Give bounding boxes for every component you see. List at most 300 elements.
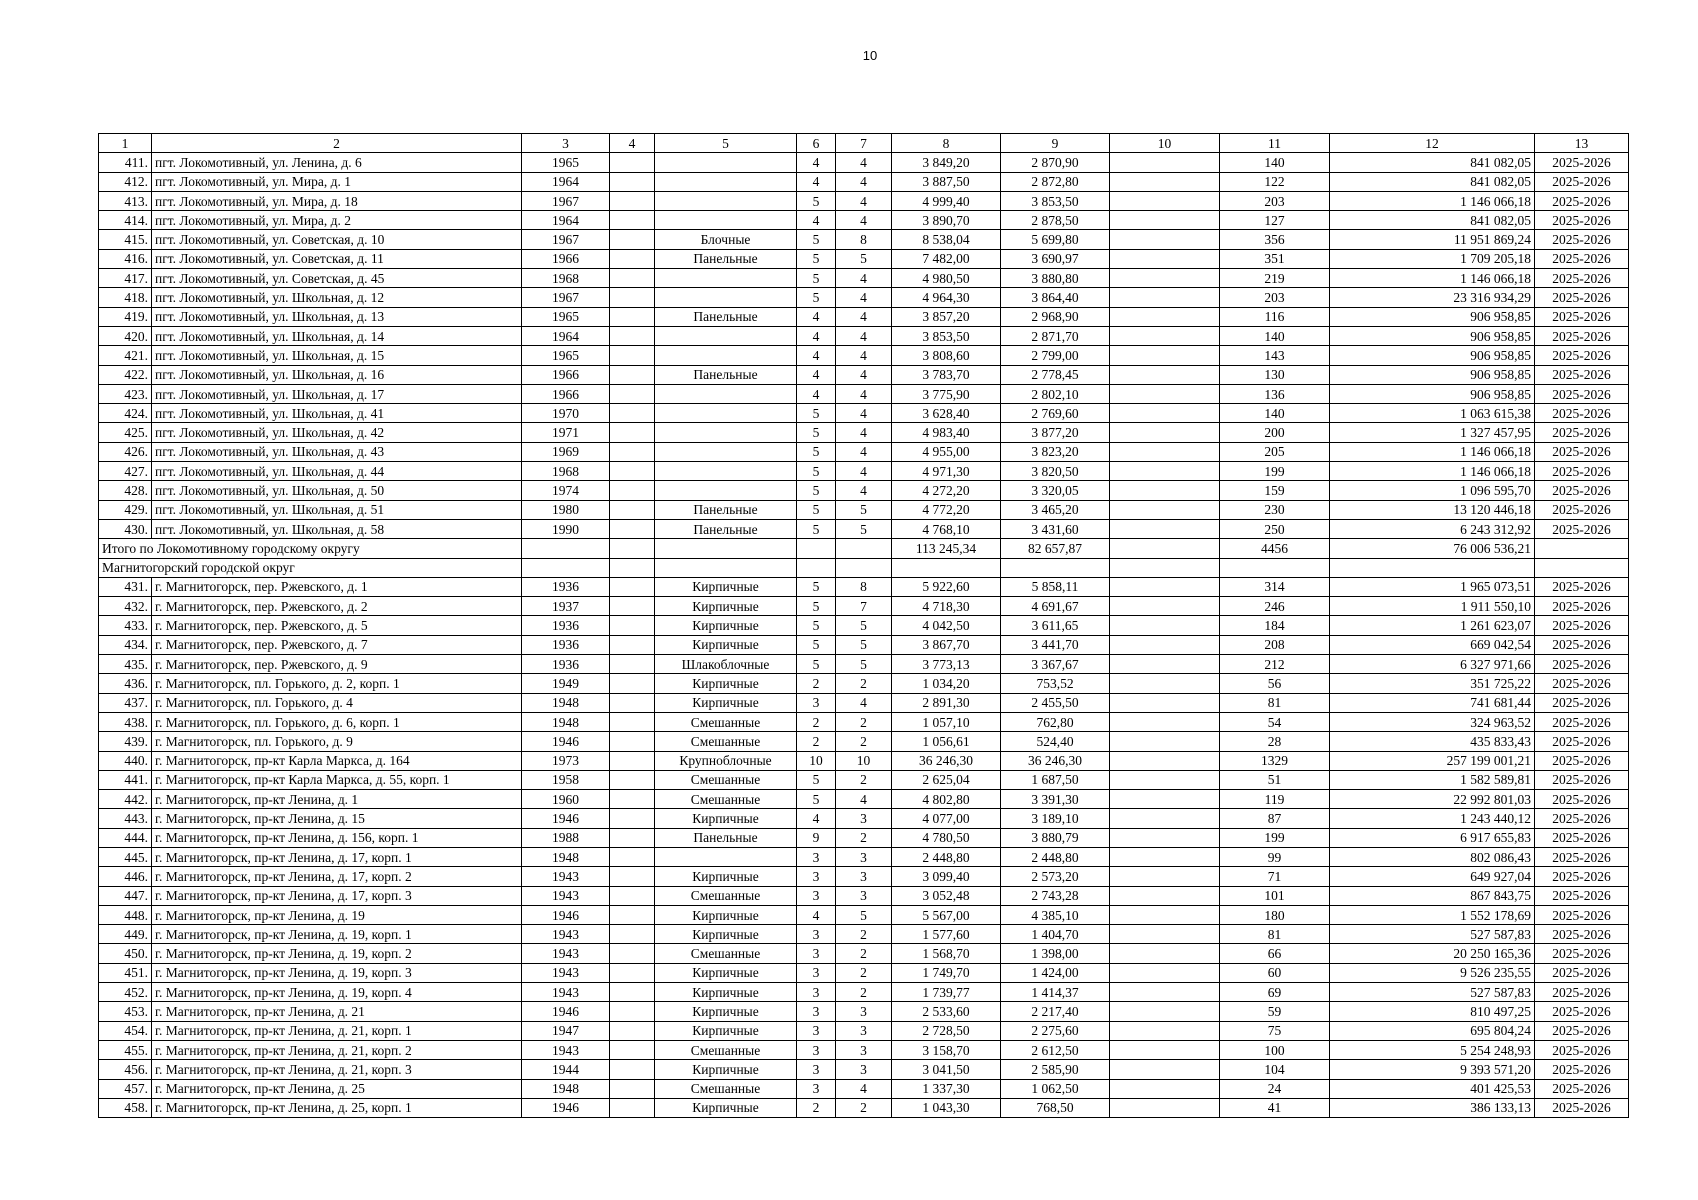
floors-cell: 5 [797,269,836,288]
address-cell: г. Магнитогорск, пер. Ржевского, д. 7 [152,635,522,654]
col10-cell [1110,249,1220,268]
residents-cell: 122 [1220,172,1330,191]
row-number: 456. [99,1060,152,1079]
col4-cell [610,326,655,345]
col4-cell [610,577,655,596]
cost-cell: 5 254 248,93 [1330,1040,1535,1059]
empty-cell [1535,558,1629,577]
year-cell: 1948 [522,712,610,731]
year-cell: 1943 [522,963,610,982]
cost-cell: 841 082,05 [1330,172,1535,191]
floors-cell: 4 [797,365,836,384]
address-cell: г. Магнитогорск, пр-кт Ленина, д. 21 [152,1002,522,1021]
residents-cell: 230 [1220,500,1330,519]
col4-cell [610,462,655,481]
col10-cell [1110,693,1220,712]
entrances-cell: 4 [836,153,892,172]
total-area-cell: 1 034,20 [892,674,1001,693]
wall-material-cell: Смешанные [655,944,797,963]
floors-cell: 3 [797,1021,836,1040]
col4-cell [610,867,655,886]
cost-cell: 649 927,04 [1330,867,1535,886]
col4-cell [610,983,655,1002]
period-cell: 2025-2026 [1535,288,1629,307]
row-number: 417. [99,269,152,288]
period-cell: 2025-2026 [1535,404,1629,423]
living-area-cell: 5 858,11 [1001,577,1110,596]
address-cell: г. Магнитогорск, пр-кт Ленина, д. 15 [152,809,522,828]
residents-cell: 71 [1220,867,1330,886]
table-row [99,847,1629,866]
cost-cell: 1 327 457,95 [1330,423,1535,442]
col10-cell [1110,288,1220,307]
address-cell: пгт. Локомотивный, ул. Школьная, д. 42 [152,423,522,442]
row-number: 423. [99,384,152,403]
total-area-cell: 1 043,30 [892,1098,1001,1117]
living-area-cell: 1 414,37 [1001,983,1110,1002]
entrances-cell: 10 [836,751,892,770]
period-cell: 2025-2026 [1535,230,1629,249]
floors-cell: 5 [797,423,836,442]
total-area-cell: 3 041,50 [892,1060,1001,1079]
address-cell: пгт. Локомотивный, ул. Советская, д. 11 [152,249,522,268]
living-area-cell: 2 778,45 [1001,365,1110,384]
col4-cell [610,905,655,924]
col10-cell [1110,905,1220,924]
year-cell: 1970 [522,404,610,423]
col10-cell [1110,770,1220,789]
table-row [99,1021,1629,1040]
living-area-cell: 3 320,05 [1001,481,1110,500]
floors-cell: 5 [797,577,836,596]
residents-cell: 246 [1220,597,1330,616]
year-cell: 1943 [522,867,610,886]
cost-cell: 9 393 571,20 [1330,1060,1535,1079]
address-cell: г. Магнитогорск, пр-кт Ленина, д. 17, корп. 1 [152,847,522,866]
empty-cell [892,558,1001,577]
living-area-cell: 3 441,70 [1001,635,1110,654]
total-area-cell: 2 533,60 [892,1002,1001,1021]
col4-cell [610,809,655,828]
residents-cell: 250 [1220,519,1330,538]
wall-material-cell: Кирпичные [655,597,797,616]
address-cell: пгт. Локомотивный, ул. Школьная, д. 41 [152,404,522,423]
col10-cell [1110,616,1220,635]
cost-cell: 1 063 615,38 [1330,404,1535,423]
year-cell: 1965 [522,346,610,365]
total-area-cell: 1 057,10 [892,712,1001,731]
row-number: 418. [99,288,152,307]
col4-cell [610,346,655,365]
address-cell: пгт. Локомотивный, ул. Школьная, д. 43 [152,442,522,461]
period-cell: 2025-2026 [1535,655,1629,674]
living-area-cell: 2 799,00 [1001,346,1110,365]
floors-cell: 9 [797,828,836,847]
address-cell: г. Магнитогорск, пр-кт Ленина, д. 156, корп. 1 [152,828,522,847]
period-cell: 2025-2026 [1535,249,1629,268]
floors-cell: 5 [797,230,836,249]
col4-cell [610,230,655,249]
row-number: 452. [99,983,152,1002]
cost-cell: 695 804,24 [1330,1021,1535,1040]
entrances-cell: 5 [836,500,892,519]
entrances-cell: 4 [836,423,892,442]
total-area-cell: 2 448,80 [892,847,1001,866]
entrances-cell: 3 [836,1060,892,1079]
floors-cell: 3 [797,867,836,886]
living-area-cell: 2 448,80 [1001,847,1110,866]
row-number: 425. [99,423,152,442]
col10-cell [1110,655,1220,674]
row-number: 426. [99,442,152,461]
total-area-cell: 1 568,70 [892,944,1001,963]
residents-cell: 59 [1220,1002,1330,1021]
housing-register-table [98,133,1629,1118]
residents-cell: 81 [1220,925,1330,944]
total-area-cell: 1 739,77 [892,983,1001,1002]
row-number: 415. [99,230,152,249]
total-area-cell: 3 853,50 [892,326,1001,345]
year-cell: 1965 [522,307,610,326]
residents-cell: 143 [1220,346,1330,365]
floors-cell: 3 [797,1002,836,1021]
residents-cell: 51 [1220,770,1330,789]
col4-cell [610,519,655,538]
residents-cell: 99 [1220,847,1330,866]
address-cell: пгт. Локомотивный, ул. Школьная, д. 51 [152,500,522,519]
entrances-cell: 4 [836,211,892,230]
living-area-cell: 2 871,70 [1001,326,1110,345]
total-area-cell: 2 625,04 [892,770,1001,789]
col4-cell [610,655,655,674]
row-number: 453. [99,1002,152,1021]
cost-cell: 22 992 801,03 [1330,790,1535,809]
entrances-cell: 4 [836,384,892,403]
column-number-12: 12 [1330,134,1535,153]
floors-cell: 5 [797,770,836,789]
entrances-cell: 2 [836,712,892,731]
cost-cell: 23 316 934,29 [1330,288,1535,307]
period-cell: 2025-2026 [1535,500,1629,519]
address-cell: пгт. Локомотивный, ул. Школьная, д. 13 [152,307,522,326]
row-number: 427. [99,462,152,481]
table-row [99,770,1629,789]
residents-cell: 75 [1220,1021,1330,1040]
living-area-cell: 768,50 [1001,1098,1110,1117]
living-area-cell: 3 690,97 [1001,249,1110,268]
total-area-cell: 1 577,60 [892,925,1001,944]
entrances-cell: 3 [836,1040,892,1059]
empty-cell [655,539,797,558]
address-cell: г. Магнитогорск, пр-кт Ленина, д. 17, корп. 2 [152,867,522,886]
col4-cell [610,635,655,654]
row-number: 444. [99,828,152,847]
wall-material-cell: Кирпичные [655,635,797,654]
period-cell: 2025-2026 [1535,770,1629,789]
table-row [99,1079,1629,1098]
col4-cell [610,211,655,230]
living-area-cell: 2 870,90 [1001,153,1110,172]
col10-cell [1110,191,1220,210]
row-number: 449. [99,925,152,944]
address-cell: г. Магнитогорск, пл. Горького, д. 9 [152,732,522,751]
floors-cell: 5 [797,442,836,461]
empty-cell [1535,539,1629,558]
table-row [99,1040,1629,1059]
entrances-cell: 5 [836,616,892,635]
column-number-13: 13 [1535,134,1629,153]
total-area-cell: 4 964,30 [892,288,1001,307]
table-row [99,597,1629,616]
total-area-cell: 4 077,00 [892,809,1001,828]
year-cell: 1936 [522,635,610,654]
wall-material-cell: Кирпичные [655,1098,797,1117]
col10-cell [1110,577,1220,596]
residents-cell: 199 [1220,462,1330,481]
address-cell: пгт. Локомотивный, ул. Школьная, д. 44 [152,462,522,481]
col10-cell [1110,269,1220,288]
total-area-cell: 3 783,70 [892,365,1001,384]
cost-cell: 802 086,43 [1330,847,1535,866]
living-area-cell: 2 968,90 [1001,307,1110,326]
period-cell: 2025-2026 [1535,211,1629,230]
floors-cell: 10 [797,751,836,770]
year-cell: 1966 [522,384,610,403]
period-cell: 2025-2026 [1535,905,1629,924]
col4-cell [610,153,655,172]
cost-cell: 6 917 655,83 [1330,828,1535,847]
entrances-cell: 4 [836,172,892,191]
total-area-cell: 2 728,50 [892,1021,1001,1040]
floors-cell: 2 [797,732,836,751]
total-area-cell: 3 158,70 [892,1040,1001,1059]
year-cell: 1967 [522,288,610,307]
entrances-cell: 7 [836,597,892,616]
address-cell: пгт. Локомотивный, ул. Мира, д. 1 [152,172,522,191]
cost-cell: 1 709 205,18 [1330,249,1535,268]
address-cell: г. Магнитогорск, пр-кт Карла Маркса, д. 164 [152,751,522,770]
col10-cell [1110,925,1220,944]
wall-material-cell: Кирпичные [655,693,797,712]
year-cell: 1936 [522,655,610,674]
table-row [99,191,1629,210]
entrances-cell: 2 [836,770,892,789]
cost-cell: 401 425,53 [1330,1079,1535,1098]
residents-cell: 140 [1220,153,1330,172]
living-area-cell: 3 877,20 [1001,423,1110,442]
period-cell: 2025-2026 [1535,365,1629,384]
living-area-cell: 1 687,50 [1001,770,1110,789]
table-row [99,172,1629,191]
total-area-cell: 4 768,10 [892,519,1001,538]
total-area-cell: 5 922,60 [892,577,1001,596]
floors-cell: 5 [797,655,836,674]
residents-cell: 200 [1220,423,1330,442]
total-area-cell: 4 971,30 [892,462,1001,481]
wall-material-cell: Смешанные [655,1040,797,1059]
col10-cell [1110,1060,1220,1079]
wall-material-cell: Смешанные [655,712,797,731]
col4-cell [610,404,655,423]
col4-cell [610,1098,655,1117]
entrances-cell: 4 [836,307,892,326]
address-cell: г. Магнитогорск, пр-кт Ленина, д. 19 [152,905,522,924]
year-cell: 1966 [522,365,610,384]
table-row [99,944,1629,963]
col4-cell [610,790,655,809]
living-area-cell: 762,80 [1001,712,1110,731]
entrances-cell: 3 [836,1021,892,1040]
col10-cell [1110,983,1220,1002]
col4-cell [610,828,655,847]
residents-cell: 69 [1220,983,1330,1002]
living-area-cell: 3 465,20 [1001,500,1110,519]
floors-cell: 4 [797,326,836,345]
living-area-cell: 36 246,30 [1001,751,1110,770]
row-number: 424. [99,404,152,423]
cost-cell: 1 146 066,18 [1330,442,1535,461]
living-area-cell: 2 217,40 [1001,1002,1110,1021]
cost-cell: 841 082,05 [1330,153,1535,172]
col4-cell [610,442,655,461]
total-area-cell: 2 891,30 [892,693,1001,712]
row-number: 442. [99,790,152,809]
cost-cell: 906 958,85 [1330,326,1535,345]
row-number: 451. [99,963,152,982]
table-row [99,732,1629,751]
living-area-cell: 2 612,50 [1001,1040,1110,1059]
row-number: 429. [99,500,152,519]
table-row [99,423,1629,442]
living-area-cell: 3 611,65 [1001,616,1110,635]
table-row [99,442,1629,461]
row-number: 438. [99,712,152,731]
total-area-cell: 4 780,50 [892,828,1001,847]
col10-cell [1110,1098,1220,1117]
cost-cell: 1 261 623,07 [1330,616,1535,635]
living-area-cell: 1 424,00 [1001,963,1110,982]
table-row [99,500,1629,519]
total-area-cell: 3 857,20 [892,307,1001,326]
col10-cell [1110,751,1220,770]
address-cell: пгт. Локомотивный, ул. Ленина, д. 6 [152,153,522,172]
col10-cell [1110,886,1220,905]
cost-cell: 1 552 178,69 [1330,905,1535,924]
table-row [99,674,1629,693]
period-cell: 2025-2026 [1535,847,1629,866]
col10-cell [1110,211,1220,230]
floors-cell: 4 [797,153,836,172]
wall-material-cell: Кирпичные [655,674,797,693]
cost-cell: 527 587,83 [1330,925,1535,944]
address-cell: г. Магнитогорск, пл. Горького, д. 2, корп. 1 [152,674,522,693]
col4-cell [610,963,655,982]
section-row [99,558,1629,577]
wall-material-cell: Кирпичные [655,1002,797,1021]
year-cell: 1949 [522,674,610,693]
living-area-cell: 2 872,80 [1001,172,1110,191]
col10-cell [1110,809,1220,828]
table-row [99,867,1629,886]
year-cell: 1964 [522,211,610,230]
period-cell: 2025-2026 [1535,1040,1629,1059]
subtotal-label: Итого по Локомотивному городскому округу [99,539,522,558]
address-cell: пгт. Локомотивный, ул. Школьная, д. 14 [152,326,522,345]
entrances-cell: 4 [836,442,892,461]
year-cell: 1964 [522,326,610,345]
total-area-cell: 8 538,04 [892,230,1001,249]
wall-material-cell [655,153,797,172]
col4-cell [610,616,655,635]
living-area-cell: 2 585,90 [1001,1060,1110,1079]
row-number: 411. [99,153,152,172]
col4-cell [610,307,655,326]
year-cell: 1967 [522,230,610,249]
total-area-cell: 3 849,20 [892,153,1001,172]
col10-cell [1110,500,1220,519]
year-cell: 1948 [522,1079,610,1098]
table-row [99,809,1629,828]
address-cell: пгт. Локомотивный, ул. Советская, д. 45 [152,269,522,288]
wall-material-cell: Панельные [655,249,797,268]
total-area-cell: 4 802,80 [892,790,1001,809]
address-cell: г. Магнитогорск, пер. Ржевского, д. 9 [152,655,522,674]
entrances-cell: 4 [836,346,892,365]
living-area-cell: 5 699,80 [1001,230,1110,249]
address-cell: г. Магнитогорск, пр-кт Ленина, д. 21, корп. 2 [152,1040,522,1059]
cost-cell: 1 965 073,51 [1330,577,1535,596]
address-cell: г. Магнитогорск, пр-кт Ленина, д. 19, корп. 3 [152,963,522,982]
period-cell: 2025-2026 [1535,597,1629,616]
period-cell: 2025-2026 [1535,1060,1629,1079]
column-number-1: 1 [99,134,152,153]
empty-cell [1220,558,1330,577]
wall-material-cell: Кирпичные [655,577,797,596]
column-number-6: 6 [797,134,836,153]
living-area-cell: 1 404,70 [1001,925,1110,944]
col10-cell [1110,346,1220,365]
living-area-cell: 3 880,80 [1001,269,1110,288]
column-number-8: 8 [892,134,1001,153]
total-area-cell: 1 337,30 [892,1079,1001,1098]
row-number: 440. [99,751,152,770]
year-cell: 1960 [522,790,610,809]
residents-cell: 203 [1220,191,1330,210]
period-cell: 2025-2026 [1535,346,1629,365]
cost-cell: 1 582 589,81 [1330,770,1535,789]
column-number-9: 9 [1001,134,1110,153]
address-cell: пгт. Локомотивный, ул. Школьная, д. 50 [152,481,522,500]
address-cell: г. Магнитогорск, пер. Ржевского, д. 2 [152,597,522,616]
year-cell: 1946 [522,905,610,924]
total-area-cell: 7 482,00 [892,249,1001,268]
wall-material-cell: Смешанные [655,886,797,905]
table-row [99,288,1629,307]
address-cell: г. Магнитогорск, пр-кт Ленина, д. 21, корп. 3 [152,1060,522,1079]
row-number: 431. [99,577,152,596]
entrances-cell: 4 [836,191,892,210]
floors-cell: 2 [797,712,836,731]
row-number: 443. [99,809,152,828]
wall-material-cell [655,404,797,423]
total-area-cell: 3 887,50 [892,172,1001,191]
period-cell: 2025-2026 [1535,693,1629,712]
period-cell: 2025-2026 [1535,867,1629,886]
total-area-cell: 3 052,48 [892,886,1001,905]
total-area-cell: 4 980,50 [892,269,1001,288]
cost-cell: 867 843,75 [1330,886,1535,905]
total-area-cell: 3 099,40 [892,867,1001,886]
